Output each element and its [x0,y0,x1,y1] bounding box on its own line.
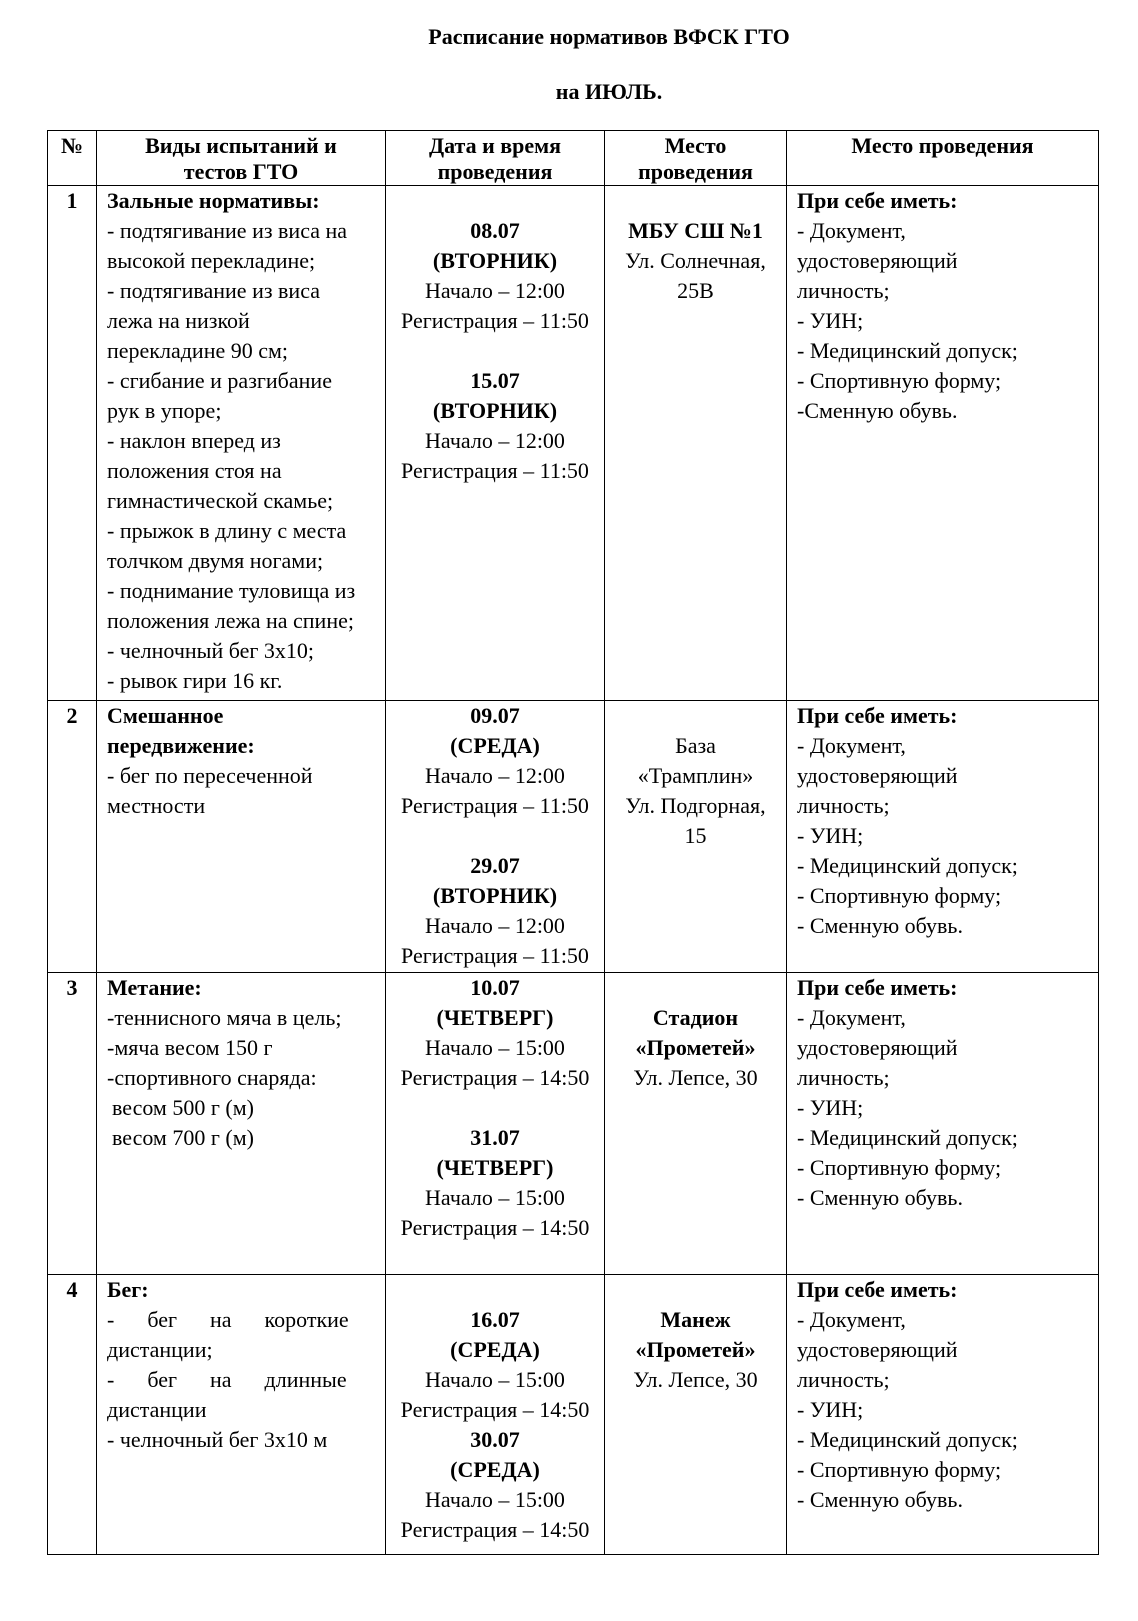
event-day: (ЧЕТВЕРГ) [436,1005,554,1030]
venue-address: Ул. Лепсе, 30 [633,1065,758,1090]
event-start: Начало – 15:00 [425,1035,565,1060]
table-row [48,1275,1099,1555]
requirement-item: - Документ, [797,1307,906,1332]
page-title: Расписание нормативов ВФСК ГТО [428,24,790,49]
schedule-table [47,130,1099,1555]
test-item: положения лежа на спине; [107,608,354,633]
header-place-line: проведения [638,159,753,184]
test-item: - бег на длинные [107,1367,347,1392]
event-registration: Регистрация – 14:50 [400,1517,590,1542]
event-day: (СРЕДА) [450,1337,540,1362]
header-num: № [48,131,97,186]
row-number: 1 [48,186,97,701]
requirement-item: - Медицинский допуск; [797,1125,1018,1150]
event-start: Начало – 12:00 [425,913,565,938]
requirements-heading: При себе иметь: [797,1277,958,1302]
test-cell [97,701,386,973]
table-row [48,701,1099,973]
test-item: - рывок гири 16 кг. [107,668,283,693]
event-day: (ЧЕТВЕРГ) [436,1155,554,1180]
test-item: - прыжок в длину с места [107,518,347,543]
requirement-item: личность; [797,793,890,818]
requirements-cell [787,186,1099,701]
test-item: - подтягивание из виса [107,278,320,303]
test-item: - поднимание туловища из [107,578,356,603]
venue-address: Ул. Подгорная, [625,793,766,818]
event-start: Начало – 12:00 [425,763,565,788]
venue-name: МБУ СШ №1 [628,218,763,243]
date-cell [386,701,605,973]
requirement-item: - Спортивную форму; [797,1457,1002,1482]
event-date: 15.07 [470,368,520,393]
test-heading: Смешанное [107,703,224,728]
requirements-cell [787,701,1099,973]
event-registration: Регистрация – 11:50 [401,308,589,333]
requirement-item: -Сменную обувь. [797,398,958,423]
date-cell [386,186,605,701]
requirement-item: - Сменную обувь. [797,1185,963,1210]
event-day: (СРЕДА) [450,733,540,758]
event-start: Начало – 15:00 [425,1367,565,1392]
event-registration: Регистрация – 11:50 [401,458,589,483]
event-day: (ВТОРНИК) [432,248,558,273]
requirement-item: - Документ, [797,218,906,243]
test-cell [97,1275,386,1555]
header-date-line: проведения [437,159,553,184]
venue-address: Ул. Лепсе, 30 [633,1367,758,1392]
date-cell [386,1275,605,1555]
requirement-item: удостоверяющий [797,1337,958,1362]
test-item: - сгибание и разгибание [107,368,332,393]
venue-name: Стадион [652,1005,739,1030]
test-item: местности [107,793,206,818]
header-place-line: Место [664,133,727,158]
header-tests-line: тестов ГТО [183,159,299,184]
row-number: 3 [48,973,97,1275]
test-heading: передвижение: [107,733,255,758]
header-tests-line: Виды испытаний и [145,133,337,158]
page-subtitle: на ИЮЛЬ. [555,79,663,104]
requirement-item: - Документ, [797,1005,906,1030]
header-tests [97,131,386,186]
date-cell [386,973,605,1275]
place-cell [605,973,787,1275]
event-start: Начало – 12:00 [425,428,565,453]
test-item: дистанции; [107,1337,213,1362]
requirement-item: - Сменную обувь. [797,913,963,938]
test-item: положения стоя на [107,458,282,483]
event-date: 16.07 [470,1307,520,1332]
requirement-item: - УИН; [797,308,864,333]
test-item: - бег на короткие [107,1307,349,1332]
test-item: дистанции [107,1397,207,1422]
requirements-heading: При себе иметь: [797,703,958,728]
test-item: толчком двумя ногами; [107,548,324,573]
requirement-item: - Спортивную форму; [797,883,1002,908]
event-registration: Регистрация – 14:50 [400,1397,590,1422]
header-row [48,131,1099,186]
requirement-item: личность; [797,278,890,303]
header-requirements: Место проведения [787,131,1099,186]
place-cell [605,1275,787,1555]
event-date: 08.07 [470,218,520,243]
requirement-item: удостоверяющий [797,248,958,273]
test-item: весом 700 г (м) [112,1125,254,1150]
test-item: высокой перекладине; [107,248,316,273]
event-date: 10.07 [470,975,520,1000]
test-item: гимнастической скамье; [107,488,334,513]
test-cell [97,973,386,1275]
row-number: 2 [48,701,97,973]
test-item: - подтягивание из виса на [107,218,348,243]
event-date: 29.07 [470,853,520,878]
venue-name: «Трамплин» [637,763,754,788]
place-cell [605,701,787,973]
header-date [386,131,605,186]
test-item: рук в упоре; [107,398,222,423]
requirement-item: удостоверяющий [797,763,958,788]
event-date: 09.07 [470,703,520,728]
requirement-item: - Документ, [797,733,906,758]
test-cell [97,186,386,701]
event-date: 30.07 [470,1427,520,1452]
requirement-item: - Медицинский допуск; [797,853,1018,878]
venue-address: Ул. Солнечная, [625,248,766,273]
test-heading: Метание: [107,975,202,1000]
requirement-item: - Спортивную форму; [797,1155,1002,1180]
requirements-cell [787,973,1099,1275]
test-heading: Зальные нормативы: [107,188,320,213]
requirement-item: - Сменную обувь. [797,1487,963,1512]
test-heading: Бег: [107,1277,149,1302]
header-place [605,131,787,186]
event-day: (СРЕДА) [450,1457,540,1482]
test-item: -спортивного снаряда: [107,1065,317,1090]
test-item: весом 500 г (м) [112,1095,254,1120]
test-item: - наклон вперед из [107,428,281,453]
requirement-item: - Спортивную форму; [797,368,1002,393]
event-registration: Регистрация – 14:50 [400,1065,590,1090]
venue-name: «Прометей» [635,1035,756,1060]
requirements-heading: При себе иметь: [797,188,958,213]
test-item: -теннисного мяча в цель; [107,1005,342,1030]
requirements-heading: При себе иметь: [797,975,958,1000]
event-day: (ВТОРНИК) [432,398,558,423]
place-cell [605,186,787,701]
requirement-item: - Медицинский допуск; [797,1427,1018,1452]
row-number: 4 [48,1275,97,1555]
requirement-item: удостоверяющий [797,1035,958,1060]
venue-name: Манеж [660,1307,731,1332]
venue-address: 15 [684,823,707,848]
test-item: -мяча весом 150 г [107,1035,273,1060]
header-date-line: Дата и время [428,133,562,158]
event-date: 31.07 [470,1125,520,1150]
requirement-item: - УИН; [797,1397,864,1422]
requirement-item: - УИН; [797,1095,864,1120]
event-day: (ВТОРНИК) [432,883,558,908]
test-item: перекладине 90 см; [107,338,289,363]
requirement-item: - УИН; [797,823,864,848]
requirement-item: личность; [797,1367,890,1392]
venue-address: 25В [677,278,714,303]
event-registration: Регистрация – 11:50 [401,943,589,968]
requirements-cell [787,1275,1099,1555]
venue-name: База [675,733,716,758]
event-registration: Регистрация – 14:50 [400,1215,590,1240]
test-item: - челночный бег 3х10 м [107,1427,328,1452]
event-start: Начало – 12:00 [425,278,565,303]
table-row [48,186,1099,701]
test-item: - бег по пересеченной [107,763,313,788]
table-row [48,973,1099,1275]
requirement-item: - Медицинский допуск; [797,338,1018,363]
event-registration: Регистрация – 11:50 [401,793,589,818]
venue-name: «Прометей» [635,1337,756,1362]
event-start: Начало – 15:00 [425,1185,565,1210]
test-item: лежа на низкой [107,308,250,333]
requirement-item: личность; [797,1065,890,1090]
test-item: - челночный бег 3х10; [107,638,315,663]
event-start: Начало – 15:00 [425,1487,565,1512]
